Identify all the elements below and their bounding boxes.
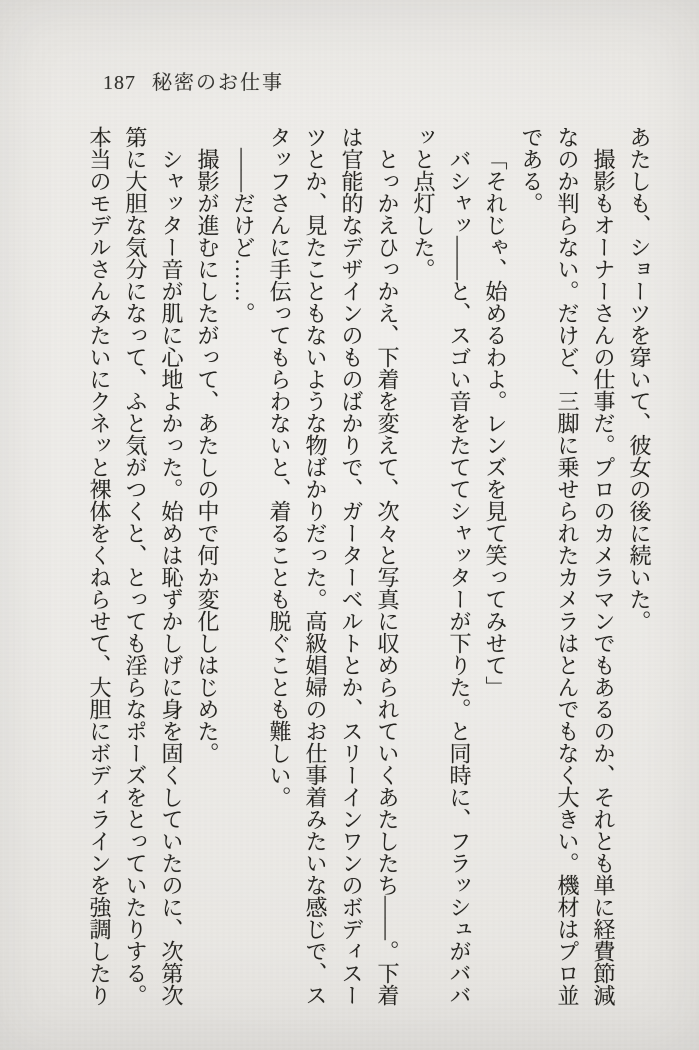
- body-text: [67, 126, 657, 1020]
- paragraph: あたしも、ショーツを穿いて、彼女の後に続いた。: [627, 126, 652, 632]
- paragraph: ――だけど……。: [231, 148, 256, 324]
- paragraph-dialogue: 「それじゃ、始めるわよ。レンズを見て笑ってみせて」: [483, 148, 508, 698]
- running-header: [103, 66, 284, 95]
- running-title: 秘密のお仕事: [152, 72, 284, 94]
- paragraph: バシャッ――と、スゴい音をたててシャッターが下りた。と同時に、フラッシュがババッと点灯した。: [411, 126, 472, 1006]
- paragraph: シャッター音が肌に心地よかった。始めは恥ずかしげに身を固くしていたのに、次第次第に大胆な気分になって、ふと気がつくと、とっても淫らなポーズをとっていたりする。本当のモデルさんみたいにクネッと裸体をくねらせて、大胆にボディラインを強調したり: [87, 126, 184, 1006]
- paragraph: 撮影もオーナーさんの仕事だ。プロのカメラマンでもあるのか、それとも単に経費節減なのか判らない。だけど、三脚に乗せられたカメラはとんでもなく大きい。機材はプロ並である。: [519, 126, 616, 1006]
- paragraph: とっかえひっかえ、下着を変えて、次々と写真に収められていくあたしたち――。下着は官能的なデザインのものばかりで、ガーターベルトとか、スリーインワンのボディスーツとか、見たこともないような物ばかりだった。高級娼婦のお仕事着みたいな感じで、スタッフさんに手伝ってもらわないと、着ることも脱ぐことも難しい。: [267, 126, 400, 1006]
- page-number: 187: [103, 72, 136, 94]
- paragraph: 撮影が進むにしたがって、あたしの中で何か変化しはじめた。: [195, 148, 220, 764]
